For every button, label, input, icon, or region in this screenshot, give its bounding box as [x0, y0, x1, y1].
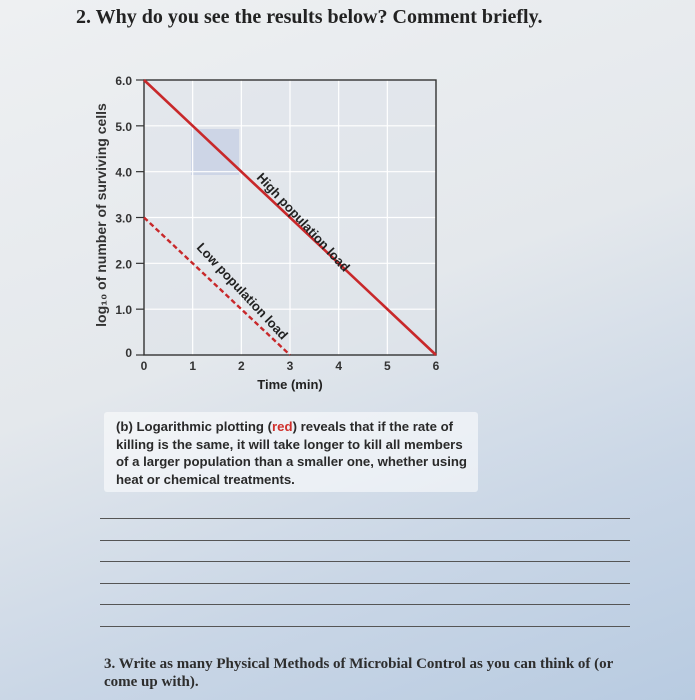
x-tick-label: 4	[335, 359, 343, 373]
y-tick-label: 4.0	[115, 165, 132, 180]
x-tick-label: 1	[189, 359, 197, 373]
caption-prefix: (b) Logarithmic plotting (	[116, 419, 273, 434]
x-tick-label: 0	[140, 359, 148, 373]
x-tick-label: 3	[286, 359, 294, 373]
y-tick-label: 6.0	[115, 74, 132, 88]
high-population-label: High population load	[253, 169, 353, 275]
answer-line[interactable]	[100, 583, 630, 584]
y-tick-label: 5.0	[115, 119, 132, 134]
answer-line[interactable]	[100, 540, 630, 541]
shaded-region	[191, 129, 239, 175]
low-population-label: Low population load	[193, 239, 291, 343]
answer-line[interactable]	[100, 626, 630, 627]
figure-caption	[104, 412, 478, 492]
y-tick-label: 1.0	[115, 303, 132, 318]
y-tick-label: 2.0	[115, 257, 132, 272]
caption-suffix: ) reveals that if the rate of killing is the same, it will take longer to kill all members of a larger population than a smaller one, whether using heat or chemical treatments.	[116, 419, 467, 487]
x-tick-label: 2	[237, 359, 245, 373]
answer-line[interactable]	[100, 561, 630, 562]
answer-line[interactable]	[100, 518, 630, 519]
question-2-title: 2. Why do you see the results below? Comment briefly.	[76, 6, 543, 28]
caption-highlight: red	[272, 419, 293, 434]
y-axis-label: log₁₀ of number of surviving cells	[93, 103, 109, 327]
answer-line[interactable]	[100, 604, 630, 605]
question-3-text: 3. Write as many Physical Methods of Microbial Control as you can think of (or come up with).	[104, 656, 614, 690]
x-axis-label: Time (min)	[257, 377, 323, 392]
x-tick-label: 6	[432, 359, 440, 373]
x-tick-label: 5	[383, 359, 391, 373]
y-tick-label: 0	[125, 346, 132, 360]
y-tick-label: 3.0	[115, 211, 132, 226]
